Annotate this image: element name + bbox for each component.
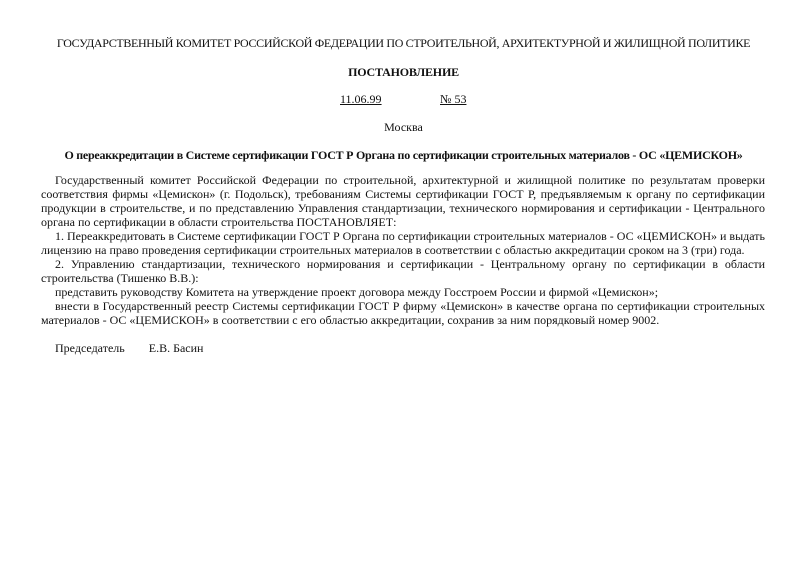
item-2-subitem-2: внести в Государственный реестр Системы сертификации ГОСТ Р фирму «Цемискон» в качестве органа по сертификации строительных материалов - ОС «ЦЕМИСКОН» в соответствии с его областью аккредитации, сохранив за ним порядковый номер 9002. xyxy=(41,299,765,327)
document-city: Москва xyxy=(384,120,423,134)
document-number: № 53 xyxy=(440,92,467,106)
item-2-paragraph: 2. Управлению стандартизации, технического нормирования и сертификации - Центральному органу по сертификации в области строительства (Тишенко В.В.): xyxy=(41,257,765,285)
signature-block xyxy=(55,341,203,355)
document-title: О переаккредитации в Системе сертификации ГОСТ Р Органа по сертификации строительных материалов - ОС «ЦЕМИСКОН» xyxy=(64,148,743,162)
signatory-position: Председатель xyxy=(55,341,125,355)
preamble-paragraph: Государственный комитет Российской Федерации по строительной, архитектурной и жилищной политике по результатам проверки соответствия фирмы «Цемискон» (г. Подольск), требованиям Системы сертификации ГОСТ Р, предъявляемым к органу по сертификации продукции в строительстве, и по представлению Управления стандартизации, технического нормирования и сертификации - Центрального органа по сертификации в области строительства ПОСТАНОВЛЯЕТ: xyxy=(41,173,765,229)
signatory-name: Е.В. Басин xyxy=(148,341,204,355)
document-body xyxy=(41,173,765,327)
document-date: 11.06.99 xyxy=(340,92,382,106)
document-type: ПОСТАНОВЛЕНИЕ xyxy=(348,65,459,79)
item-2-subitem-1: представить руководству Комитета на утверждение проект договора между Госстроем России и фирмой «Цемискон»; xyxy=(55,285,659,299)
issuing-authority: ГОСУДАРСТВЕННЫЙ КОМИТЕТ РОССИЙСКОЙ ФЕДЕРАЦИИ ПО СТРОИТЕЛЬНОЙ, АРХИТЕКТУРНОЙ И ЖИЛИЩНОЙ ПОЛИТИКЕ xyxy=(56,36,751,50)
item-1-paragraph: 1. Переаккредитовать в Системе сертификации ГОСТ Р Органа по сертификации строительных материалов - ОС «ЦЕМИСКОН» и выдать лицензию на право проведения сертификации строительных материалов в соответствии с областью аккредитации сроком на 3 (три) года. xyxy=(41,229,765,257)
